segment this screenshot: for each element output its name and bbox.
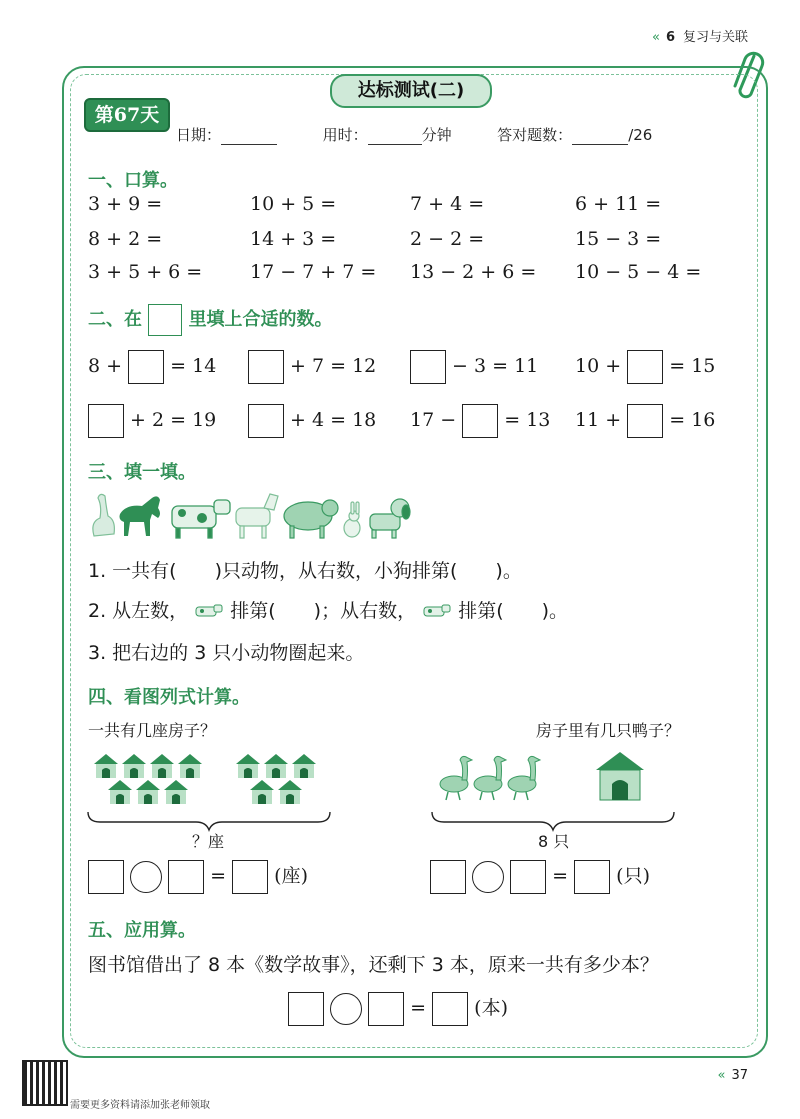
cow-icon bbox=[194, 603, 224, 621]
section3-heading: 三、填一填。 bbox=[88, 462, 196, 483]
section5-heading: 五、应用算。 bbox=[88, 920, 196, 941]
answer-box[interactable] bbox=[574, 860, 610, 894]
equation-text: + 7 = 12 bbox=[290, 355, 377, 377]
chevron-left-icon: « bbox=[717, 1068, 726, 1083]
equation-text: 10 + bbox=[575, 355, 622, 377]
chapter-header bbox=[652, 26, 748, 45]
time-unit: 分钟 bbox=[421, 126, 452, 144]
equals-sign: = bbox=[210, 865, 227, 887]
mental-math-2-3: 2 − 2 = bbox=[410, 228, 485, 250]
dog-icon bbox=[370, 499, 410, 538]
mental-math-1-3: 7 + 4 = bbox=[410, 193, 485, 215]
answer-box[interactable] bbox=[128, 350, 164, 384]
right-answer-equation bbox=[430, 860, 650, 894]
equation-text: + 2 = 19 bbox=[130, 409, 217, 431]
house-icon bbox=[278, 780, 302, 804]
answer-box[interactable] bbox=[288, 992, 324, 1026]
fill-box-row1-4 bbox=[575, 350, 715, 384]
house-icon bbox=[264, 754, 288, 778]
time-label: 用时： bbox=[322, 126, 368, 144]
left-question: 一共有几座房子？ bbox=[88, 721, 217, 740]
section3-q2 bbox=[88, 596, 568, 623]
equals-sign: = bbox=[552, 865, 569, 887]
answer-box[interactable] bbox=[627, 350, 663, 384]
fill-box-row2-2 bbox=[248, 404, 376, 438]
q2-text-b: 排第( )；从右数， bbox=[230, 600, 417, 622]
house-icon bbox=[108, 780, 132, 804]
answer-box[interactable] bbox=[248, 350, 284, 384]
section2-heading-pre: 二、在 bbox=[88, 309, 142, 330]
answer-box[interactable] bbox=[368, 992, 404, 1026]
mental-math-3-4: 10 − 5 − 4 = bbox=[575, 261, 702, 283]
left-label: ？座 bbox=[192, 832, 225, 851]
answer-box[interactable] bbox=[88, 404, 124, 438]
answer-box[interactable] bbox=[430, 860, 466, 894]
equation-text: 8 + bbox=[88, 355, 123, 377]
house-icon bbox=[292, 754, 316, 778]
section3-q1: 1. 一共有( )只动物，从右数，小狗排第( )。 bbox=[88, 560, 522, 582]
mental-math-3-3: 13 − 2 + 6 = bbox=[410, 261, 537, 283]
q2-text-a: 2. 从左数， bbox=[88, 600, 189, 622]
answer-box[interactable] bbox=[168, 860, 204, 894]
right-question: 房子里有几只鸭子？ bbox=[536, 721, 681, 740]
animal-row-illustration bbox=[86, 488, 416, 540]
page-title: 达标测试(二) bbox=[330, 74, 492, 108]
section3-q3: 3. 把右边的 3 只小动物圈起来。 bbox=[88, 642, 365, 664]
equation-text: = 15 bbox=[669, 355, 716, 377]
fill-box-row1-1 bbox=[88, 350, 216, 384]
mental-math-3-2: 17 − 7 + 7 = bbox=[250, 261, 377, 283]
cow-icon bbox=[422, 603, 452, 621]
score-total: /26 bbox=[628, 126, 653, 144]
sheep-icon bbox=[284, 500, 338, 538]
doghouse-icon bbox=[596, 752, 644, 800]
answer-box[interactable] bbox=[510, 860, 546, 894]
equation-text: = 13 bbox=[504, 409, 551, 431]
mental-math-1-2: 10 + 5 = bbox=[250, 193, 337, 215]
fill-box-row1-2 bbox=[248, 350, 376, 384]
sample-box bbox=[148, 304, 182, 336]
section1-heading: 一、口算。 bbox=[88, 170, 178, 191]
operator-circle[interactable] bbox=[330, 993, 362, 1025]
answer-box[interactable] bbox=[432, 992, 468, 1026]
house-icon bbox=[236, 754, 260, 778]
section2-heading bbox=[88, 304, 333, 336]
section2-heading-post: 里填上合适的数。 bbox=[188, 309, 333, 330]
answer-box[interactable] bbox=[232, 860, 268, 894]
score-label: 答对题数： bbox=[497, 126, 573, 144]
qr-code-icon bbox=[22, 1060, 68, 1106]
mental-math-1-1: 3 + 9 = bbox=[88, 193, 163, 215]
horse-icon bbox=[120, 496, 161, 536]
equals-sign: = bbox=[410, 997, 427, 1019]
chapter-number: 6 bbox=[665, 30, 675, 45]
footer-note: 需要更多资料请添加张老师领取 bbox=[70, 1100, 210, 1111]
unit-label: (本) bbox=[474, 997, 508, 1019]
house-icon bbox=[136, 780, 160, 804]
house-icon bbox=[178, 754, 202, 778]
mental-math-2-2: 14 + 3 = bbox=[250, 228, 337, 250]
mental-math-1-4: 6 + 11 = bbox=[575, 193, 662, 215]
equation-text: = 14 bbox=[170, 355, 217, 377]
score-blank[interactable] bbox=[572, 144, 628, 145]
equation-text: 11 + bbox=[575, 409, 622, 431]
duck-icon bbox=[508, 756, 540, 800]
answer-box[interactable] bbox=[88, 860, 124, 894]
answer-box[interactable] bbox=[410, 350, 446, 384]
goose-icon bbox=[93, 494, 115, 536]
info-row bbox=[176, 124, 652, 145]
cow-icon bbox=[172, 500, 230, 538]
chevron-left-icon: « bbox=[651, 30, 660, 45]
mental-math-2-4: 15 − 3 = bbox=[575, 228, 662, 250]
house-icon bbox=[122, 754, 146, 778]
page-number-value: 37 bbox=[731, 1068, 748, 1083]
mental-math-3-1: 3 + 5 + 6 = bbox=[88, 261, 203, 283]
house-icon bbox=[150, 754, 174, 778]
q2-text-c: 排第( )。 bbox=[458, 600, 569, 622]
page-number bbox=[717, 1068, 748, 1083]
right-label: 8 只 bbox=[538, 832, 570, 851]
rabbit-icon bbox=[344, 502, 360, 537]
date-blank[interactable] bbox=[221, 144, 277, 145]
fill-box-row1-3 bbox=[410, 350, 538, 384]
answer-box[interactable] bbox=[627, 404, 663, 438]
day-badge: 第67天 bbox=[84, 98, 170, 132]
duck-icon bbox=[474, 756, 506, 800]
time-blank[interactable] bbox=[368, 144, 422, 145]
section5-problem: 图书馆借出了 8 本《数学故事》，还剩下 3 本，原来一共有多少本？ bbox=[88, 954, 659, 976]
duck-icon bbox=[440, 756, 472, 800]
unit-label: (只) bbox=[616, 865, 650, 887]
mental-math-2-1: 8 + 2 = bbox=[88, 228, 163, 250]
house-icon bbox=[164, 780, 188, 804]
equation-text: = 16 bbox=[669, 409, 716, 431]
unit-label: (座) bbox=[274, 865, 308, 887]
house-icon bbox=[250, 780, 274, 804]
goat-icon bbox=[236, 494, 278, 538]
chapter-title: 复习与关联 bbox=[682, 30, 748, 45]
operator-circle[interactable] bbox=[130, 861, 162, 893]
answer-box[interactable] bbox=[248, 404, 284, 438]
fill-box-row2-4 bbox=[575, 404, 715, 438]
operator-circle[interactable] bbox=[472, 861, 504, 893]
fill-box-row2-3 bbox=[410, 404, 550, 438]
section5-answer-equation bbox=[288, 992, 508, 1026]
equation-text: − 3 = 11 bbox=[452, 355, 539, 377]
equation-text: + 4 = 18 bbox=[290, 409, 377, 431]
answer-box[interactable] bbox=[462, 404, 498, 438]
fill-box-row2-1 bbox=[88, 404, 216, 438]
section4-heading: 四、看图列式计算。 bbox=[88, 687, 250, 708]
date-label: 日期： bbox=[176, 126, 222, 144]
house-icon bbox=[94, 754, 118, 778]
equation-text: 17 − bbox=[410, 409, 457, 431]
ducks-illustration bbox=[436, 752, 676, 808]
left-answer-equation bbox=[88, 860, 308, 894]
